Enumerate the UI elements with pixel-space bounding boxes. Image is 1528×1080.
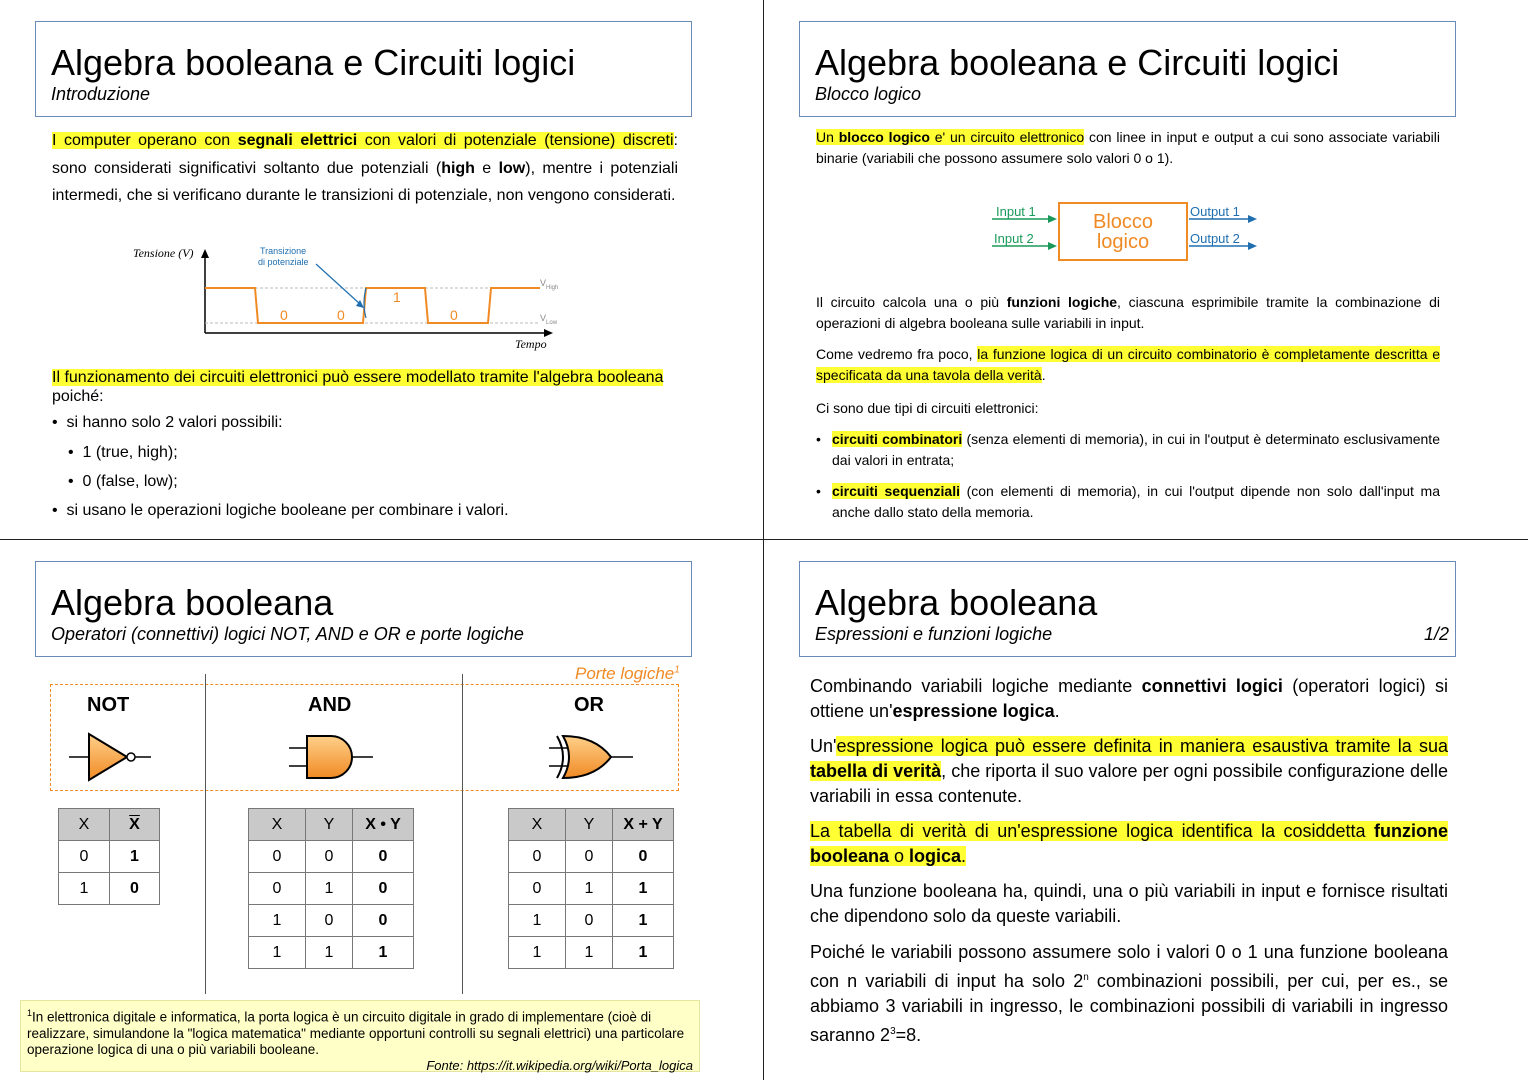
slide-operatori-logici	[0, 540, 763, 1079]
list-item: • 1 (true, high);	[68, 444, 178, 461]
chart-xlabel: Tempo	[515, 337, 547, 351]
circuit-types-intro: Ci sono due tipi di circuiti elettronici:	[816, 400, 1039, 416]
transition-arrow	[316, 264, 360, 304]
table-row: 1 0	[59, 873, 160, 905]
column-header: $\overline{X}$	[110, 809, 160, 841]
table-row: 0 1 1	[509, 873, 674, 905]
vlow-label: $V_{Low}$	[540, 313, 558, 326]
list-item: • circuiti sequenziali (con elementi di memoria), in cui l'output dipende non solo dall'input ma anche dallo stato della memoria.	[816, 483, 1440, 520]
column-divider	[205, 674, 206, 994]
table-row: 1 1 1	[249, 937, 414, 969]
footnote-source[interactable]: Fonte: https://it.wikipedia.org/wiki/Porta_logica	[426, 1057, 693, 1073]
table-row: 1 0 1	[509, 905, 674, 937]
logic-functions-paragraph: Il circuito calcola una o più funzioni logiche, ciascuna esprimibile tramite la combinazione di operazioni di algebra booleana sulle variabili in input.	[816, 294, 1441, 331]
list-item: • si hanno solo 2 valori possibili:	[52, 414, 283, 431]
chart-ylabel: Tensione (V)	[133, 246, 194, 260]
table-row: 0 0 0	[509, 841, 674, 873]
title-box	[35, 561, 692, 657]
input-1-arrow	[1048, 215, 1057, 223]
table-header-row	[59, 809, 160, 841]
list-item: • circuiti combinatori (senza elementi di memoria), in cui in l'output è determinato esclusivamente dai valori in entrata;	[816, 431, 1440, 468]
table-row: 1 1 1	[509, 937, 674, 969]
bit-label: 1	[393, 289, 401, 305]
page-number: 1/2	[1423, 624, 1449, 644]
truth-table-paragraph: Un'espressione logica può essere definita in maniera esaustiva tramite la sua tabella di verità, che riporta il suo valore per ogni possibile configurazione delle variabili in essa contenute.	[810, 736, 1448, 806]
slide-title: Algebra booleana	[51, 582, 334, 623]
column-header: Y	[306, 809, 353, 841]
footnote: $^1$In elettronica digitale e informatica, la porta logica è un circuito digitale in grado di implementare (cioè di realizzare, simulandone la "logica matematica" mediante opportuni controlli su segnali elettrici) una particolare operazione logica di una o più variabili booleane. Fonte: https://it.wikipedia.org/wiki/Porta_logica	[20, 1000, 700, 1072]
table-header-row	[509, 809, 674, 841]
slide-subtitle: Operatori (connettivi) logici NOT, AND e OR e porte logiche	[51, 624, 524, 644]
table-row: 0 0 0	[249, 841, 414, 873]
slide-title: Algebra booleana e Circuiti logici	[51, 42, 576, 83]
bit-label: 0	[337, 307, 345, 323]
transition-label: Transizione	[260, 246, 307, 256]
title-box	[799, 21, 1456, 117]
column-header: Y	[566, 809, 613, 841]
slide-blocco-logico	[764, 0, 1527, 539]
input-1-label: Input 1	[996, 204, 1036, 219]
vhigh-label: $V_{High}$	[540, 278, 559, 291]
table-row: 0 1	[59, 841, 160, 873]
output-2-label: Output 2	[1190, 231, 1240, 246]
table-header-row	[249, 809, 414, 841]
block-label: logico	[1096, 231, 1150, 253]
table-row: 1 0 0	[249, 905, 414, 937]
intro-paragraph: I computer operano con segnali elettrici con valori di potenziale (tensione) discreti: sono considerati significativi soltanto due potenziali (high e low), mentre i potenziali intermedi, che si verificano durante le transizioni di potenziale, non vengono considerati.	[52, 132, 679, 204]
title-box	[35, 21, 692, 117]
x-axis-arrow	[544, 329, 553, 337]
slide-introduzione	[0, 0, 763, 539]
not-truth-table	[58, 808, 160, 905]
table-row: 0 1 0	[249, 873, 414, 905]
combinations-paragraph: Poiché le variabili possono assumere solo i valori 0 o 1 una funzione booleana con n variabili di input ha solo 2$^n$ combinazioni possibili, per cui, per es., se abbiamo 3 variabili in ingresso, le combinazioni possibili di variabili in ingresso saranno $2^3=8$.	[810, 942, 1448, 1045]
column-header: X + Y	[613, 809, 674, 841]
slide-subtitle: Blocco logico	[815, 84, 922, 104]
input-2-arrow	[1048, 242, 1057, 250]
column-header: X	[249, 809, 306, 841]
not-label: NOT	[87, 694, 130, 716]
column-header: X	[509, 809, 566, 841]
slide-title: Algebra booleana e Circuiti logici	[815, 42, 1340, 83]
block-definition-paragraph: Un blocco logico e' un circuito elettronico con linee in input e output a cui sono associate variabili binarie (variabili che possono assumere solo valori 0 o 1).	[816, 129, 1440, 166]
or-truth-table	[508, 808, 674, 969]
or-label: OR	[574, 694, 604, 716]
and-truth-table	[248, 808, 414, 969]
footnote-text: In elettronica digitale e informatica, la porta logica è un circuito digitale in grado di implementare (cioè di realizzare, simulandone la "logica matematica" mediante opportuni controlli su segnali elettrici) una particolare operazione logica di una o più variabili booleane.	[27, 1009, 685, 1057]
output-1-arrow	[1248, 215, 1257, 223]
slide-subtitle: Espressioni e funzioni logiche	[815, 624, 1053, 644]
transition-label: di potenziale	[258, 257, 309, 267]
not-gate-icon	[65, 728, 155, 788]
logic-block-diagram	[984, 195, 1274, 270]
and-gate-icon	[285, 728, 380, 788]
list-item: • si usano le operazioni logiche booleane per combinare i valori.	[52, 502, 509, 519]
title-box	[799, 561, 1456, 657]
output-2-arrow	[1248, 242, 1257, 250]
expression-paragraph: Combinando variabili logiche mediante connettivi logici (operatori logici) si ottiene un'espressione logica.	[810, 676, 1448, 721]
slide-subtitle: Introduzione	[51, 84, 151, 104]
boolean-function-paragraph: La tabella di verità di un'espressione logica identifica la cosiddetta funzione booleana o logica.	[810, 821, 1448, 866]
inputs-paragraph: Una funzione booleana ha, quindi, una o più variabili in input e fornisce risultati che dipendono solo da queste variabili.	[810, 881, 1448, 926]
input-2-label: Input 2	[994, 231, 1034, 246]
and-label: AND	[308, 694, 352, 716]
slide-title: Algebra booleana	[815, 582, 1098, 623]
voltage-chart	[120, 240, 570, 355]
signal-wave	[205, 288, 540, 323]
list-item: • 0 (false, low);	[68, 473, 178, 490]
or-gate-icon	[545, 728, 640, 788]
y-axis-arrow	[201, 249, 209, 258]
modeling-paragraph: Il funzionamento dei circuiti elettronici può essere modellato tramite l'algebra booleana poiché:	[52, 369, 664, 405]
truth-table-paragraph: Come vedremo fra poco, la funzione logica di un circuito combinatorio è completamente descritta e specificata da una tavola della verità.	[816, 346, 1440, 383]
bit-label: 0	[450, 307, 458, 323]
block-label: Blocco	[1092, 211, 1154, 233]
gates-label: Porte logiche$^1$	[575, 664, 680, 683]
column-divider	[462, 674, 463, 994]
output-1-label: Output 1	[1190, 204, 1240, 219]
slide-espressioni	[764, 540, 1527, 1079]
column-header: X • Y	[353, 809, 414, 841]
bit-label: 0	[280, 307, 288, 323]
column-header: X	[59, 809, 110, 841]
